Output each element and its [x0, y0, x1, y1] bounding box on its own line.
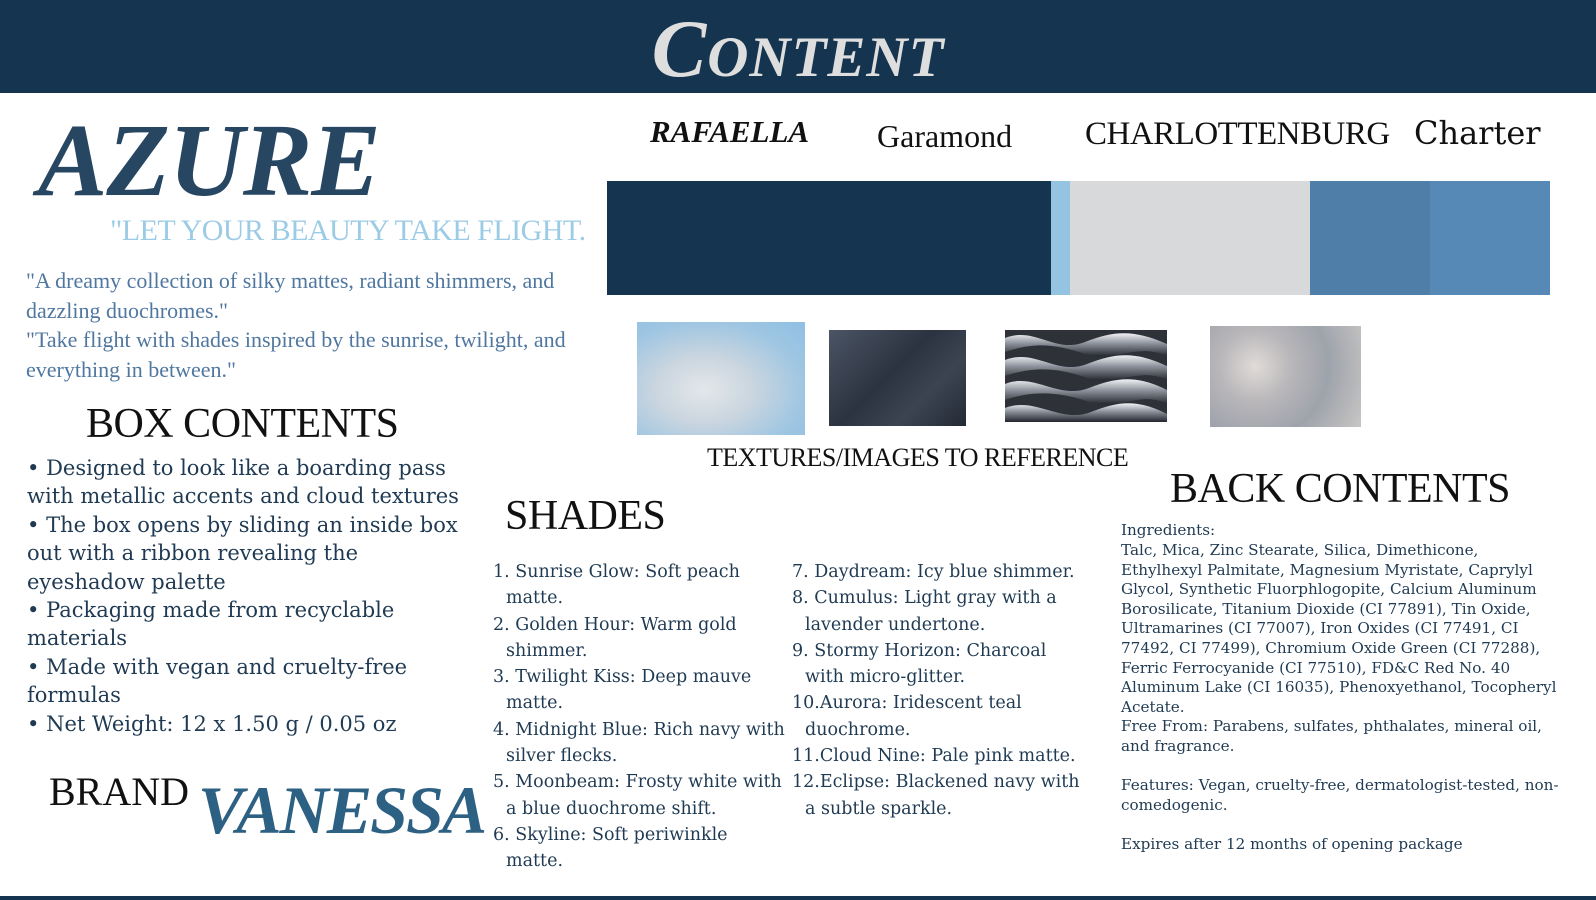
font-sample-charlottenburg: CHARLOTTENBURG: [1085, 116, 1390, 152]
list-item: • Designed to look like a boarding pass with metallic accents and cloud textures: [27, 454, 467, 511]
clouds-image: [1210, 326, 1361, 427]
color-swatch: [1051, 181, 1070, 295]
shade-item: 11.Cloud Nine: Pale pink matte.: [792, 746, 1076, 767]
sky-haze-image: [637, 322, 805, 435]
tagline: "LET YOUR BEAUTY TAKE FLIGHT.: [110, 214, 586, 247]
list-item: • Packaging made from recyclable materials: [27, 596, 467, 653]
shade-item: 9. Stormy Horizon: Charcoal with micro-glitter.: [792, 640, 1047, 688]
font-sample-garamond: Garamond: [877, 118, 1013, 154]
shade-item: 2. Golden Hour: Warm gold shimmer.: [493, 614, 737, 661]
shade-item: 1. Sunrise Glow: Soft peach matte.: [493, 562, 740, 609]
color-swatch: [1310, 181, 1430, 295]
brand-heading: BRAND: [49, 769, 190, 814]
list-item: • Net Weight: 12 x 1.50 g / 0.05 oz: [27, 710, 467, 738]
shade-item: 5. Moonbeam: Frosty white with a blue duochrome shift.: [493, 772, 782, 819]
back-contents-heading: BACK CONTENTS: [1170, 466, 1511, 512]
vanessa-logo: VANESSA: [198, 772, 486, 848]
metallic-waves-image: [1005, 330, 1167, 422]
expiry-text: Expires after 12 months of opening package: [1121, 835, 1463, 853]
bottom-divider: [0, 896, 1596, 900]
box-contents-heading: BOX CONTENTS: [86, 401, 399, 447]
color-swatch: [1070, 181, 1310, 295]
dark-leather-image: [829, 330, 966, 426]
page-title: Content: [651, 3, 945, 94]
color-swatch: [607, 181, 1051, 295]
box-contents-list: [27, 454, 467, 738]
shade-item: 6. Skyline: Soft periwinkle matte.: [493, 824, 728, 872]
description-quote: "A dreamy collection of silky mattes, radiant shimmers, and dazzling duochromes.": [26, 268, 555, 323]
textures-caption: TEXTURES/IMAGES TO REFERENCE: [707, 443, 1129, 472]
description-quote: "Take flight with shades inspired by the sunrise, twilight, and everything in between.": [26, 327, 566, 382]
ingredients-text: Talc, Mica, Zinc Stearate, Silica, Dimethicone, Ethylhexyl Palmitate, Magnesium Myristate, Caprylyl Glycol, Synthetic Fluorphlogopite, Calcium Aluminum Borosilicate, Titanium Dioxide (CI 77891), Tin Oxide, Ultramarines (CI 77007), Iron Oxides (CI 77491, CI 77492, CI 77499), Chromium Oxide Green (CI 77288), Ferric Ferrocyanide (CI 77510), FD&C Red No. 40 Aluminum Lake (CI 16035), Phenoxyethanol, Tocopheryl Acetate.: [1121, 541, 1557, 716]
shades-list-left: [493, 559, 785, 875]
shades-list-right: [792, 559, 1084, 822]
shade-item: 3. Twilight Kiss: Deep mauve matte.: [493, 667, 752, 714]
shade-item: 10.Aurora: Iridescent teal duochrome.: [792, 693, 1022, 740]
font-sample-charter: Charter: [1414, 114, 1541, 152]
metallic-waves-graphic: [1005, 330, 1167, 422]
color-palette: [607, 181, 1550, 295]
ingredients-label: Ingredients:: [1121, 521, 1216, 539]
shades-heading: SHADES: [505, 493, 666, 539]
header-bar: [0, 0, 1596, 93]
shade-item: 12.Eclipse: Blackened navy with a subtle sparkle.: [792, 772, 1080, 819]
list-item: • The box opens by sliding an inside box out with a ribbon revealing the eyeshadow palette: [27, 511, 467, 596]
shade-item: 4. Midnight Blue: Rich navy with silver flecks.: [493, 719, 785, 767]
color-swatch: [1430, 181, 1550, 295]
shade-item: 8. Cumulus: Light gray with a lavender undertone.: [792, 588, 1057, 635]
list-item: • Made with vegan and cruelty-free formulas: [27, 653, 467, 710]
free-from-text: Free From: Parabens, sulfates, phthalates, mineral oil, and fragrance.: [1121, 717, 1542, 755]
font-sample-rafaella: RAFAELLA: [650, 114, 810, 149]
shade-item: 7. Daydream: Icy blue shimmer.: [792, 562, 1075, 582]
azure-logo: AZURE: [38, 103, 380, 218]
features-text: Features: Vegan, cruelty-free, dermatologist-tested, non-comedogenic.: [1121, 776, 1559, 814]
